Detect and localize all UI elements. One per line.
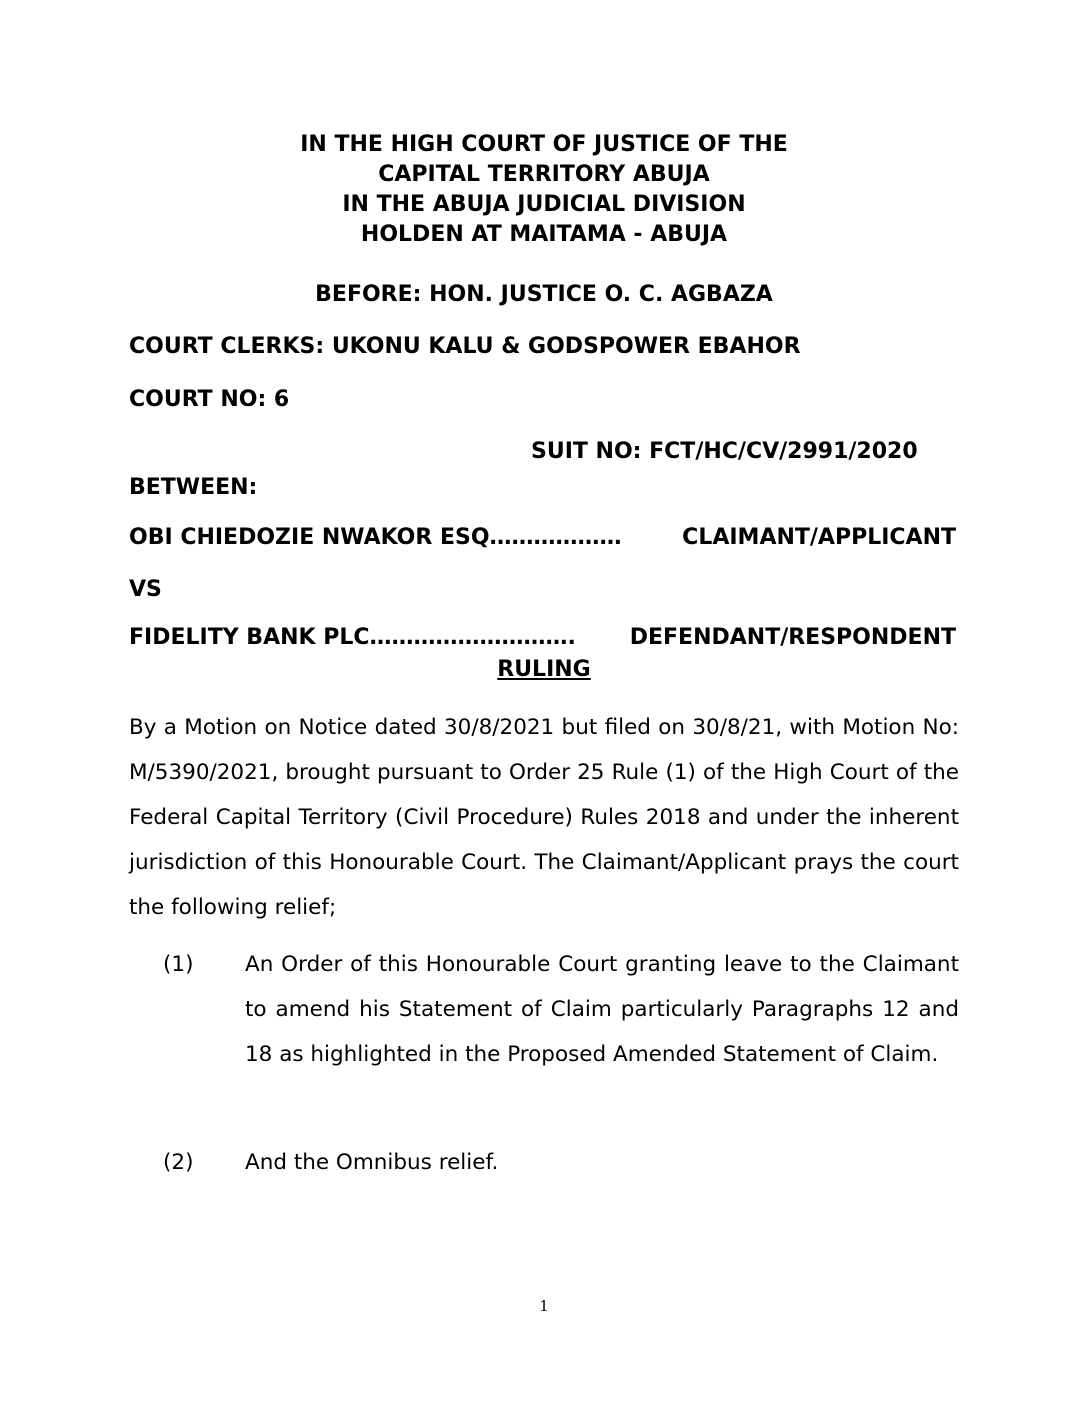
ruling-heading: RULING [497, 657, 591, 682]
page-number: 1 [539, 1297, 549, 1315]
court-clerks: COURT CLERKS: UKONU KALU & GODSPOWER EBAHOR [129, 334, 801, 359]
relief-item-1 [129, 942, 959, 1077]
claimant-name: OBI CHIEDOZIE NWAKOR ESQ……………… [129, 525, 622, 550]
relief-number-1: (1) [163, 952, 194, 977]
court-number: COURT NO: 6 [129, 387, 290, 412]
versus-label: VS [129, 577, 162, 602]
claimant-line [129, 523, 956, 553]
defendant-line [129, 623, 956, 653]
court-title-line-1: IN THE HIGH COURT OF JUSTICE OF THE [300, 132, 788, 157]
relief-text-1: An Order of this Honourable Court granting leave to the Claimant to amend his Statement of Claim particularly Paragraphs 12 and 18 as highlighted in the Proposed Amended Statement of Claim. [245, 952, 959, 1067]
presiding-judge: BEFORE: HON. JUSTICE O. C. AGBAZA [315, 282, 773, 307]
between-label: BETWEEN: [129, 475, 258, 500]
intro-paragraph: By a Motion on Notice dated 30/8/2021 but filed on 30/8/21, with Motion No: M/5390/2021, brought pursuant to Order 25 Rule (1) of the High Court of the Federal Capital Territory (Civil Procedure) Rules 2018 and under the inherent jurisdiction of this Honourable Court. The Claimant/Applicant prays the court the following relief; [129, 715, 959, 920]
relief-number-2: (2) [163, 1150, 194, 1175]
defendant-role: DEFENDANT/RESPONDENT [629, 625, 956, 650]
defendant-name: FIDELITY BANK PLC………………………. [129, 625, 576, 650]
relief-item-2 [129, 1140, 959, 1185]
court-title-line-2: CAPITAL TERRITORY ABUJA [378, 162, 710, 187]
suit-number: SUIT NO: FCT/HC/CV/2991/2020 [531, 439, 918, 464]
relief-text-2: And the Omnibus relief. [245, 1150, 499, 1175]
court-title-line-4: HOLDEN AT MAITAMA - ABUJA [360, 222, 728, 247]
claimant-role: CLAIMANT/APPLICANT [682, 525, 956, 550]
court-title-line-3: IN THE ABUJA JUDICIAL DIVISION [342, 192, 746, 217]
